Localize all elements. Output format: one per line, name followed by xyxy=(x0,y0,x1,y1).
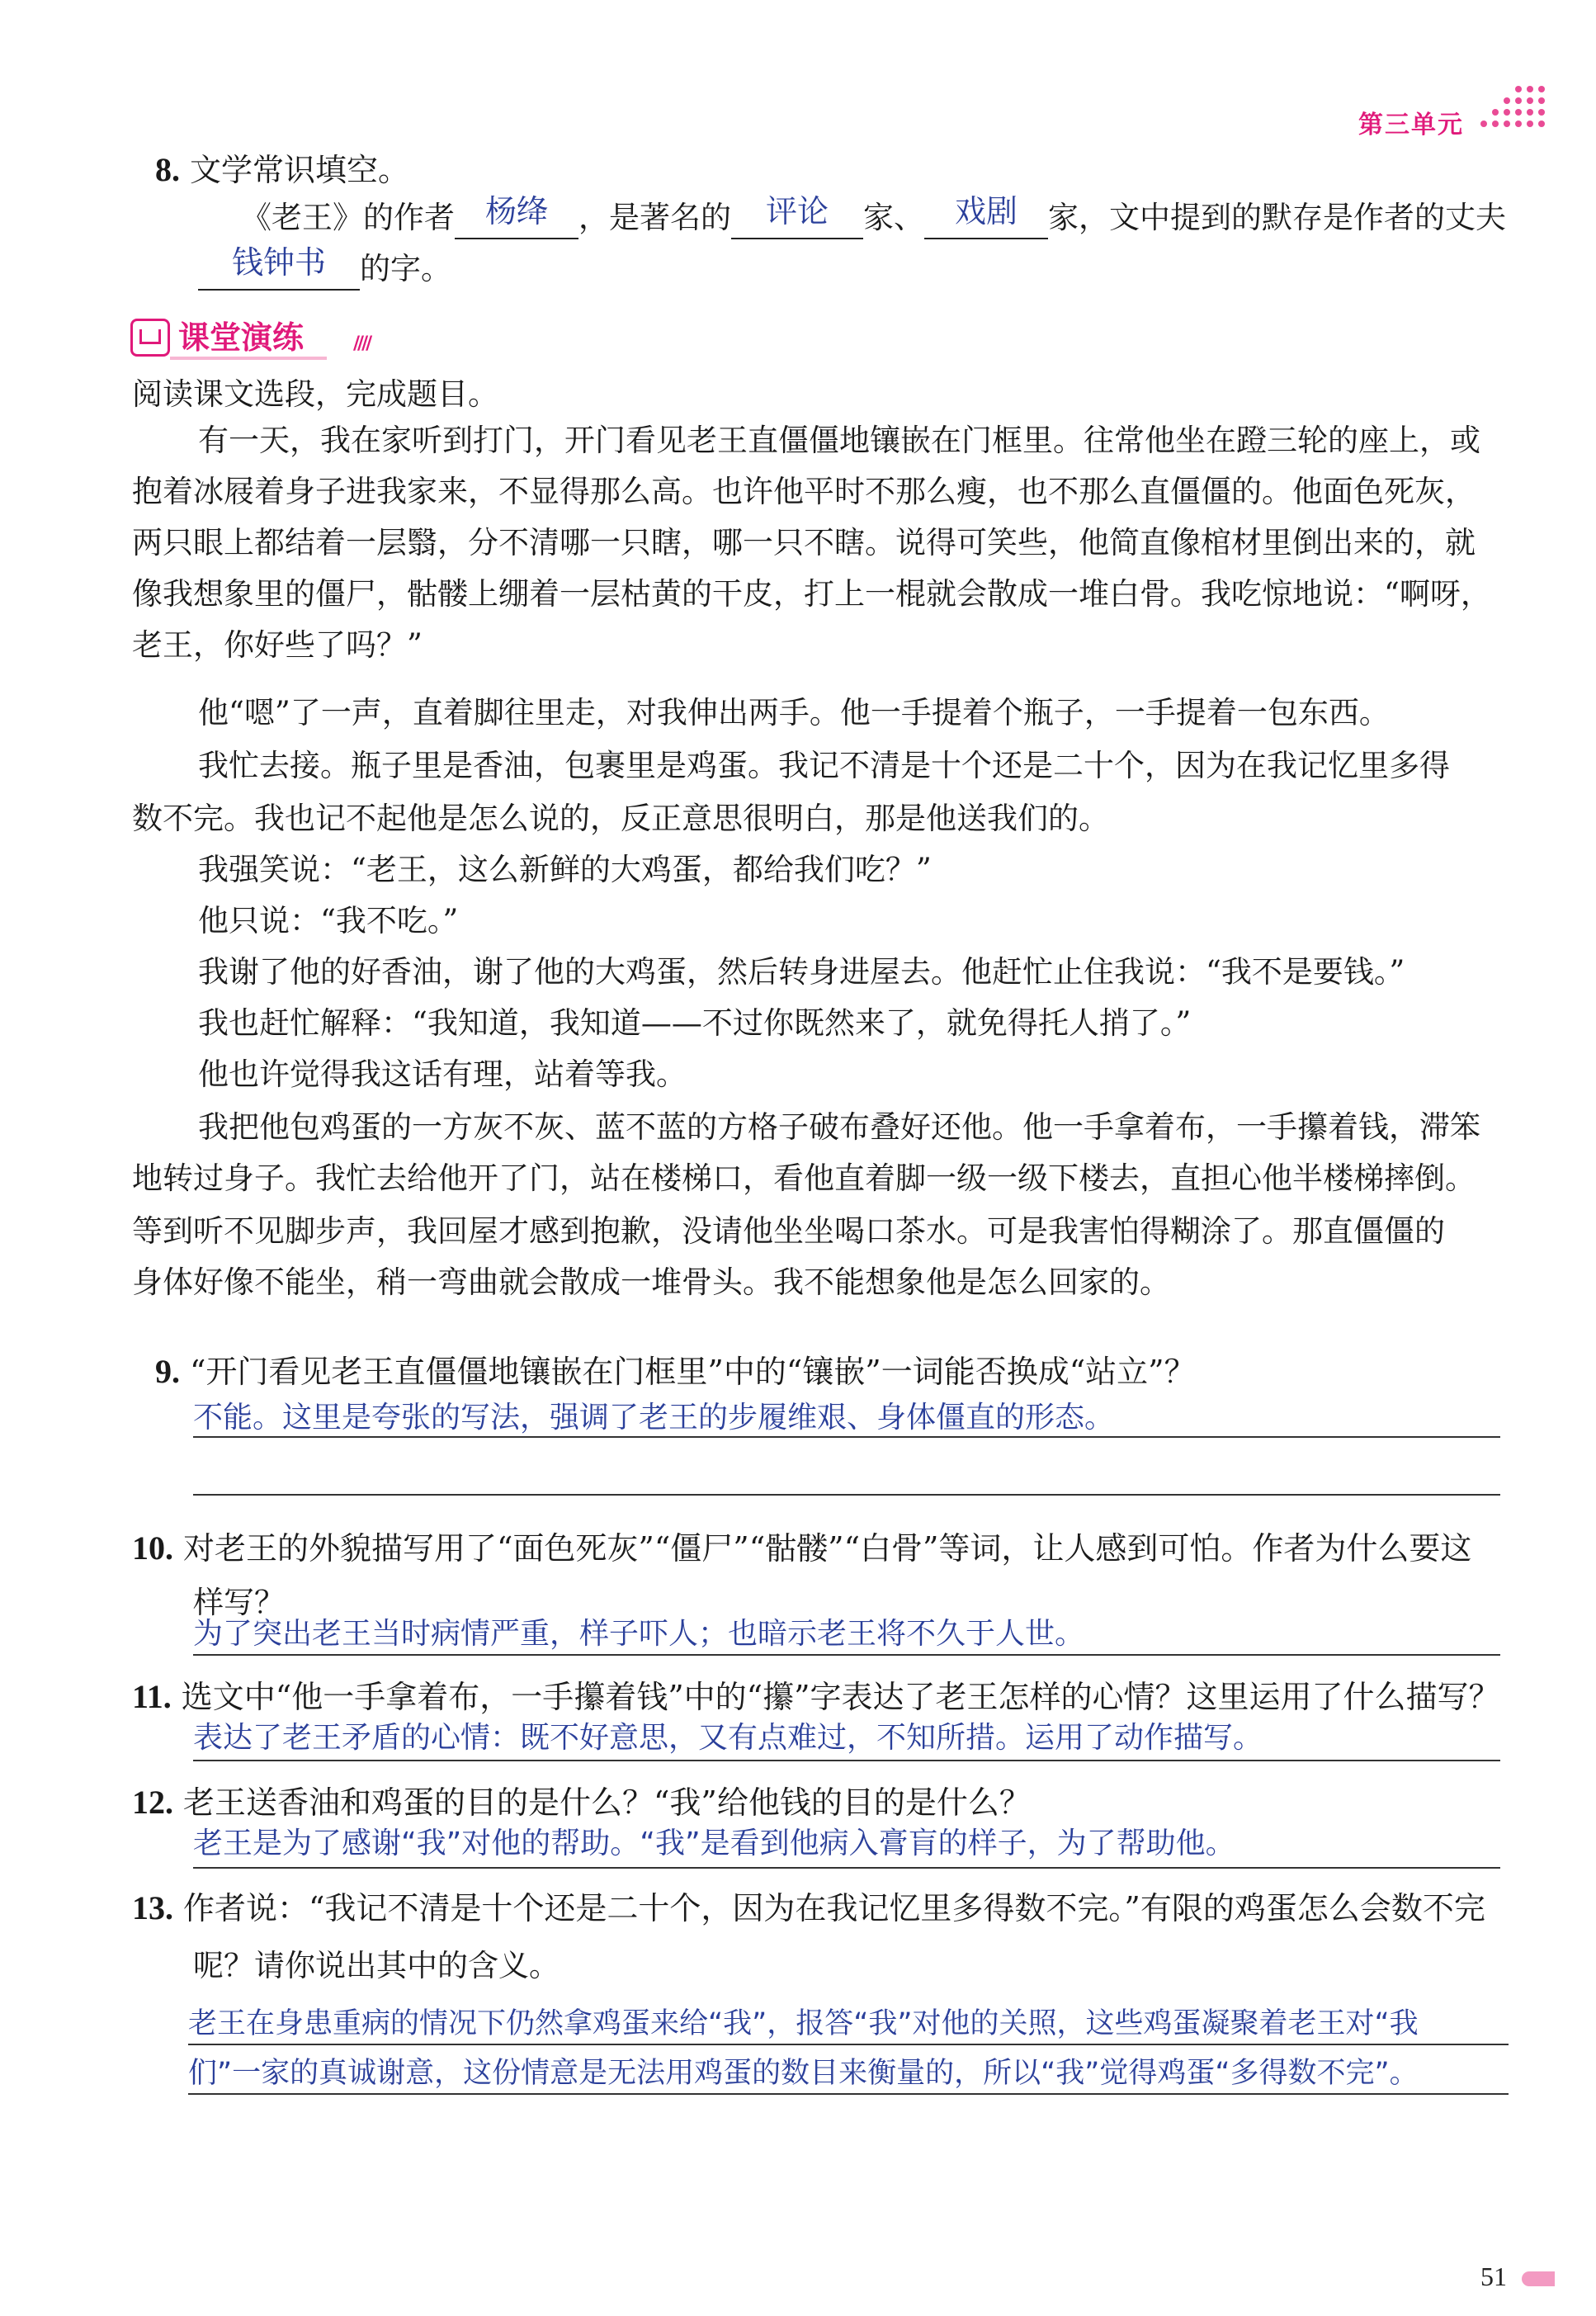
fill-text: ，是著名的 xyxy=(578,200,731,235)
question-12 xyxy=(132,1781,1031,1824)
answer-13-line-2[interactable]: 们”一家的真诚谢意，这份情意是无法用鸡蛋的数目来衡量的，所以“我”觉得鸡蛋“多得数不完”。 xyxy=(188,2057,1419,2090)
passage-line: 两只眼上都结着一层翳，分不清哪一只瞎，哪一只不瞎。说得可笑些，他简直像棺材里倒出来的，就 xyxy=(132,525,1476,560)
blank-husband[interactable] xyxy=(198,244,360,291)
section-instruction: 阅读课文选段，完成题目。 xyxy=(132,376,498,412)
question-number: 13. xyxy=(132,1889,173,1926)
question-8-line-1 xyxy=(241,193,1506,239)
answer-line xyxy=(193,1654,1500,1656)
answer-author: 杨绛 xyxy=(484,193,548,229)
question-9 xyxy=(155,1350,1196,1393)
passage-line: 身体好像不能坐，稍一弯曲就会散成一堆骨头。我不能想象他是怎么回家的。 xyxy=(132,1264,1170,1300)
question-text: 作者说：“我记不清是十个还是二十个，因为在我记忆里多得数不完。”有限的鸡蛋怎么会数不完 xyxy=(183,1890,1485,1926)
answer-field-1: 评论 xyxy=(765,193,829,229)
question-13-line-2: 呢？请你说出其中的含义。 xyxy=(193,1948,560,1983)
dot-icon xyxy=(1480,121,1487,127)
dot-icon xyxy=(1515,109,1522,116)
page-number: 51 xyxy=(1480,2262,1507,2291)
passage-line: 他“嗯”了一声，直着脚往里走，对我伸出两手。他一手提着个瓶子，一手提着一包东西。 xyxy=(198,695,1390,730)
passage-line: 抱着冰屐着身子进我家来，不显得那么高。也许他平时不那么瘦，也不那么直僵僵的。他面色死灰， xyxy=(132,474,1476,509)
answer-line xyxy=(193,1494,1500,1496)
unit-label: 第三单元 xyxy=(1358,111,1464,139)
passage-line: 等到听不见脚步声，我回屋才感到抱歉，没请他坐坐喝口茶水。可是我害怕得糊涂了。那直僵僵的 xyxy=(132,1213,1445,1249)
answer-10[interactable]: 为了突出老王当时病情严重，样子吓人；也暗示老王将不久于人世。 xyxy=(193,1617,1085,1651)
dot-icon xyxy=(1527,86,1533,92)
page-tab-decoration xyxy=(1522,2271,1555,2286)
dot-icon xyxy=(1504,97,1510,104)
passage-line: 老王，你好些了吗？” xyxy=(132,627,423,663)
question-text: 老王送香油和鸡蛋的目的是什么？“我”给他钱的目的是什么？ xyxy=(183,1784,1031,1821)
passage-line: 我强笑说：“老王，这么新鲜的大鸡蛋，都给我们吃？” xyxy=(198,852,932,887)
question-text: 对老王的外貌描写用了“面色死灰”“僵尸”“骷髅”“白骨”等词，让人感到可怕。作者为什么要这 xyxy=(183,1530,1472,1567)
question-10-line-2: 样写？ xyxy=(193,1585,285,1620)
dot-icon xyxy=(1527,109,1533,116)
passage-line: 我也赶忙解释：“我知道，我知道——不过你既然来了，就免得托人捎了。” xyxy=(198,1005,1192,1041)
passage-line: 他也许觉得我这话有理，站着等我。 xyxy=(198,1056,687,1092)
answer-9[interactable]: 不能。这里是夸张的写法，强调了老王的步履维艰、身体僵直的形态。 xyxy=(193,1401,1115,1435)
dot-icon xyxy=(1504,109,1510,116)
question-8-line-2 xyxy=(198,244,451,291)
classroom-icon xyxy=(130,319,170,357)
fill-text: 的字。 xyxy=(360,251,451,286)
question-number: 8. xyxy=(155,151,180,188)
question-13-line-1 xyxy=(132,1887,1485,1930)
passage-line: 我忙去接。瓶子里是香油，包裹里是鸡蛋。我记不清是十个还是二十个，因为在我记忆里多得 xyxy=(198,748,1450,783)
answer-field-2: 戏剧 xyxy=(954,193,1018,229)
question-10-line-1 xyxy=(132,1527,1471,1570)
question-number: 12. xyxy=(132,1784,173,1821)
question-number: 11. xyxy=(132,1678,172,1715)
dot-icon xyxy=(1527,97,1533,104)
dot-icon xyxy=(1538,86,1545,92)
question-8-title xyxy=(155,149,409,191)
fill-text: 《老王》的作者 xyxy=(241,200,455,235)
question-text: “开门看见老王直僵僵地镶嵌在门框里”中的“镶嵌”一词能否换成“站立”？ xyxy=(190,1354,1196,1390)
section-title: 课堂演练 xyxy=(178,319,305,356)
passage-line: 数不完。我也记不起他是怎么说的，反正意思很明白，那是他送我们的。 xyxy=(132,801,1109,836)
passage-line: 像我想象里的僵尸，骷髅上绷着一层枯黄的干皮，打上一棍就会散成一堆白骨。我吃惊地说：“啊呀， xyxy=(132,576,1491,612)
passage-line: 我谢了他的好香油，谢了他的大鸡蛋，然后转身进屋去。他赶忙止住我说：“我不是要钱。” xyxy=(198,954,1405,990)
blank-field-2[interactable] xyxy=(924,193,1048,239)
answer-line xyxy=(188,2093,1509,2095)
dot-icon xyxy=(1527,121,1533,127)
dot-icon xyxy=(1538,109,1545,116)
blank-field-1[interactable] xyxy=(731,193,863,239)
question-number: 10. xyxy=(132,1529,173,1567)
passage-line: 地转过身子。我忙去给他开了门，站在楼梯口，看他直着脚一级一级下楼去，直担心他半楼梯摔倒。 xyxy=(132,1160,1476,1196)
dot-icon xyxy=(1515,97,1522,104)
question-11 xyxy=(132,1676,1500,1718)
section-underline xyxy=(170,357,327,360)
dot-icon xyxy=(1515,86,1522,92)
dot-icon xyxy=(1538,97,1545,104)
dot-icon xyxy=(1538,121,1545,127)
passage-line: 他只说：“我不吃。” xyxy=(198,903,459,938)
dot-icon xyxy=(1492,121,1499,127)
dot-icon xyxy=(1504,121,1510,127)
passage-line: 有一天，我在家听到打门，开门看见老王直僵僵地镶嵌在门框里。往常他坐在蹬三轮的座上，或 xyxy=(198,423,1480,458)
answer-line xyxy=(188,2044,1509,2045)
answer-husband: 钱钟书 xyxy=(231,244,326,281)
fill-text: 家，文中提到的默存是作者的丈夫 xyxy=(1048,200,1506,235)
slash-decoration-icon: //// xyxy=(353,333,371,354)
answer-12[interactable]: 老王是为了感谢“我”对他的帮助。“我”是看到他病入膏肓的样子，为了帮助他。 xyxy=(193,1827,1235,1860)
answer-line xyxy=(193,1436,1500,1438)
answer-line xyxy=(193,1760,1500,1761)
question-number: 9. xyxy=(155,1353,180,1390)
answer-line xyxy=(193,1867,1500,1869)
decorative-dots-icon xyxy=(1480,86,1550,132)
blank-author[interactable] xyxy=(455,193,578,239)
answer-11[interactable]: 表达了老王矛盾的心情：既不好意思，又有点难过，不知所措。运用了动作描写。 xyxy=(193,1721,1263,1755)
fill-text: 家、 xyxy=(863,200,924,235)
question-text: 文学常识填空。 xyxy=(190,152,410,188)
answer-13-line-1[interactable]: 老王在身患重病的情况下仍然拿鸡蛋来给“我”，报答“我”对他的关照，这些鸡蛋凝聚着老王对“我 xyxy=(188,2007,1419,2040)
passage-line: 我把他包鸡蛋的一方灰不灰、蓝不蓝的方格子破布叠好还他。他一手拿着布，一手攥着钱，滞笨 xyxy=(198,1109,1480,1145)
section-badge xyxy=(130,315,378,360)
dot-icon xyxy=(1492,109,1499,116)
dot-icon xyxy=(1515,121,1522,127)
question-text: 选文中“他一手拿着布，一手攥着钱”中的“攥”字表达了老王怎样的心情？这里运用了什么描写？ xyxy=(181,1679,1500,1715)
